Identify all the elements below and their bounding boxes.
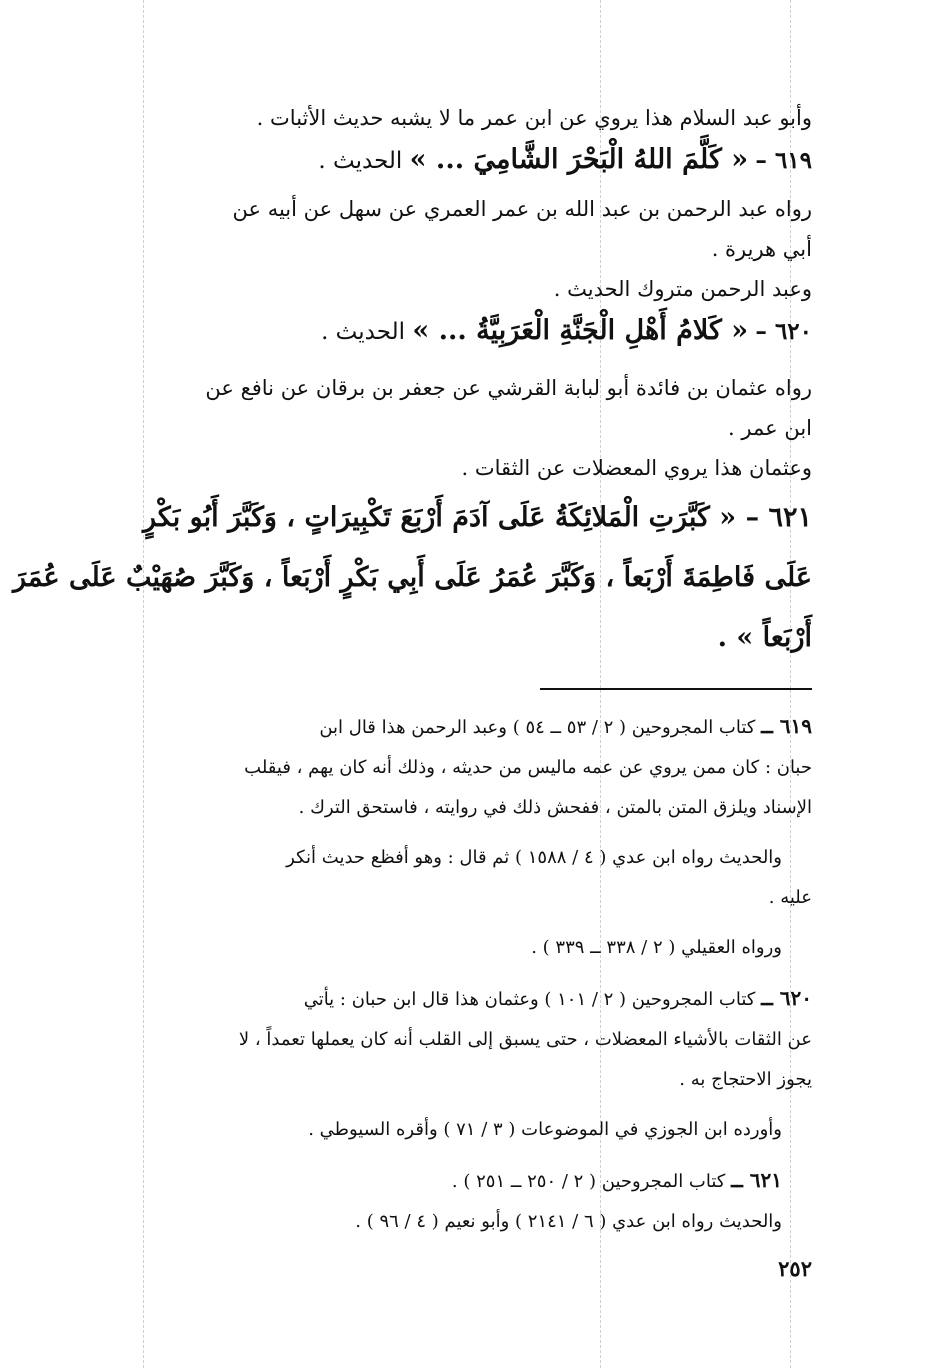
footnote-line: وأورده ابن الجوزي في الموضوعات ( ٣ / ٧١ ) وأقره السيوطي .	[308, 1119, 782, 1140]
hadith-621-line: عَلَى فَاطِمَةَ أَرْبَعاً ، وَكَبَّرَ عُمَرُ عَلَى أَبِي بَكْرٍ أَرْبَعاً ، وَكَبَّرَ صُهَيْبٌ عَلَى عُمَرَ	[13, 562, 812, 593]
paragraph-line: ابن عمر .	[728, 416, 812, 440]
hadith-suffix: الحديث .	[318, 148, 403, 174]
book-page	[13, 98, 812, 1281]
hadith-619-heading	[128, 138, 812, 183]
paragraph-line: رواه عثمان بن فائدة أبو لبابة القرشي عن جعفر بن برقان عن نافع عن	[205, 376, 812, 400]
footnote-line: حبان : كان ممن يروي عن عمه ماليس من حديثه ، وذلك أنه كان يهم ، فيقلب	[244, 757, 812, 778]
paragraph-line: أبي هريرة .	[711, 237, 812, 261]
hadith-number: ٦٢٠ –	[755, 318, 812, 345]
footnote-line: والحديث رواه ابن عدي ( ٤ / ١٥٨٨ ) ثم قال : وهو أفظع حديث أنكر	[286, 847, 782, 868]
footnote-619	[128, 706, 812, 968]
footnote-text: كتاب المجروحين ( ٢ / ١٠١ ) وعثمان هذا قال ابن حبان : يأتي	[303, 989, 756, 1010]
hadith-suffix: الحديث .	[321, 319, 405, 345]
footnote-number: ٦٢٠ ــ	[761, 986, 812, 1010]
footnote-line: عن الثقات بالأشياء المعضلات ، حتى يسبق إلى القلب أنه كان يعملها تعمداً ، لا	[238, 1029, 812, 1050]
footnote-line: ورواه العقيلي ( ٢ / ٣٣٨ ــ ٣٣٩ ) .	[531, 937, 782, 958]
footnote-620	[128, 978, 812, 1150]
footnote-line: عليه .	[768, 887, 812, 908]
hadith-620-heading	[128, 309, 812, 354]
footnote-line	[128, 978, 812, 1020]
hadith-number: ٦١٩ –	[755, 147, 812, 174]
paragraph: وعبد الرحمن متروك الحديث .	[553, 277, 812, 301]
footnote-line: يجوز الاحتجاج به .	[679, 1069, 812, 1090]
hadith-621-line: أَرْبَعاً » .	[717, 622, 812, 653]
footnote-line: الإسناد ويلزق المتن بالمتن ، ففحش ذلك في روايته ، فاستحق الترك .	[298, 797, 812, 818]
paragraph: وعثمان هذا يروي المعضلات عن الثقات .	[461, 456, 812, 480]
paragraph-line: رواه عبد الرحمن بن عبد الله بن عمر العمري عن سهل عن أبيه عن	[232, 197, 812, 221]
hadith-621-line: ٦٢١ – « كَبَّرَتِ الْمَلائِكَةُ عَلَى آدَمَ أَرْبَعَ تَكْبِيرَاتٍ ، وَكَبَّرَ أَبُو بَكْرٍ	[142, 502, 812, 533]
footnote-number: ٦١٩ ــ	[761, 714, 812, 738]
footnote-number: ٦٢١ ــ	[731, 1168, 782, 1192]
footnote-line	[128, 706, 812, 748]
footnote-621	[128, 1160, 812, 1242]
footnote-separator	[540, 688, 812, 690]
footnote-line	[128, 1160, 812, 1202]
footnote-line: والحديث رواه ابن عدي ( ٦ / ٢١٤١ ) وأبو نعيم ( ٤ / ٩٦ ) .	[355, 1211, 782, 1232]
hadith-text: « كَلامُ أَهْلِ الْجَنَّةِ الْعَرَبِيَّةُ ... »	[412, 315, 749, 346]
hadith-text: « كَلَّمَ اللهُ الْبَحْرَ الشَّامِيَ ... »	[409, 144, 749, 175]
footnote-text: كتاب المجروحين ( ٢ / ٢٥٠ ــ ٢٥١ ) .	[451, 1171, 726, 1192]
page-number: ٢٥٢	[778, 1256, 812, 1281]
footnote-text: كتاب المجروحين ( ٢ / ٥٣ ــ ٥٤ ) وعبد الرحمن هذا قال ابن	[319, 717, 756, 738]
paragraph: وأبو عبد السلام هذا يروي عن ابن عمر ما لا يشبه حديث الأثبات .	[256, 106, 812, 130]
